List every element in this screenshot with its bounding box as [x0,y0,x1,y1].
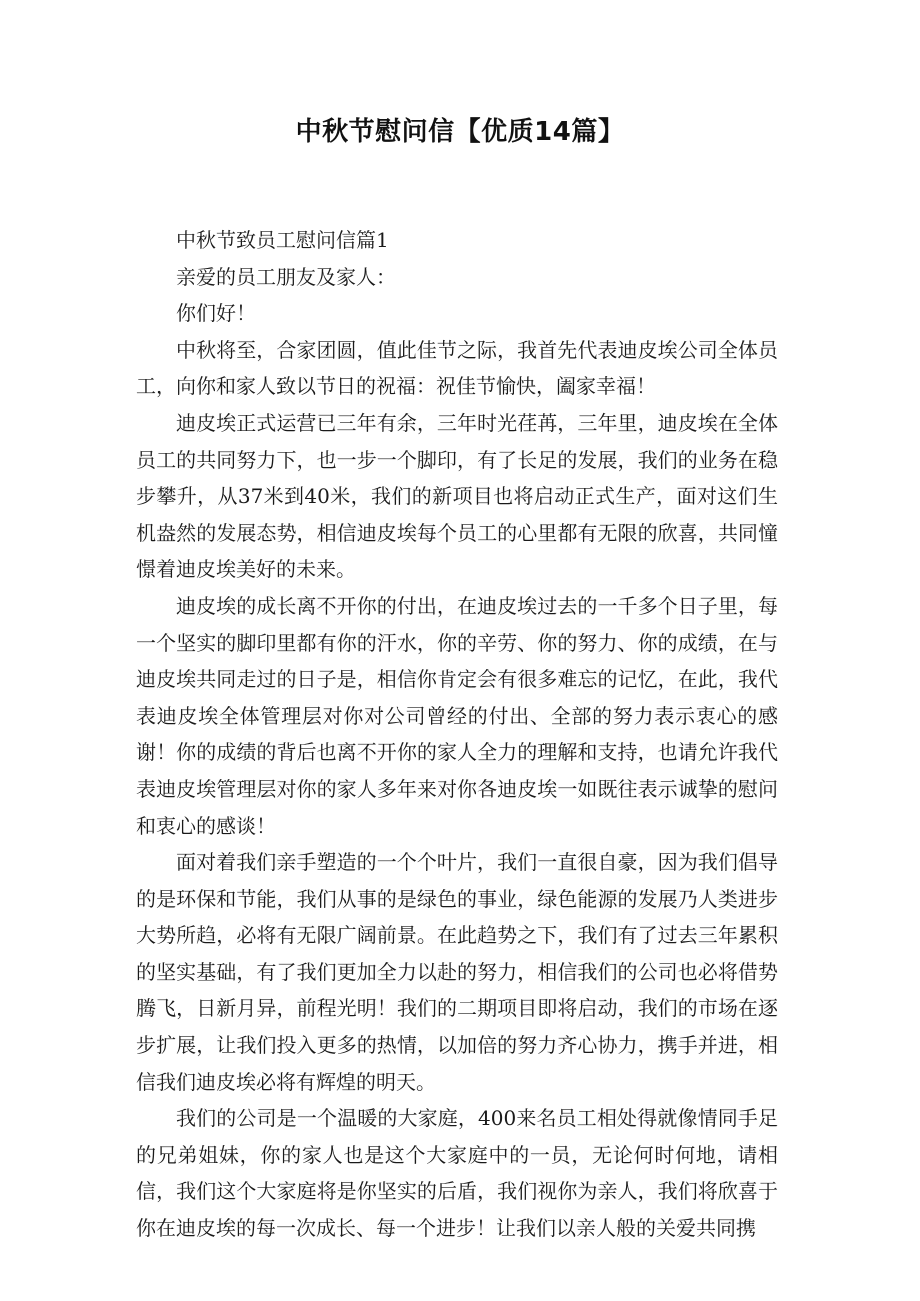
salutation: 亲爱的员工朋友及家人： [176,264,396,289]
greeting: 你们好！ [176,301,256,326]
section-heading: 中秋节致员工慰问信篇1 [176,228,389,252]
body-paragraph-1: 中秋将至，合家团圆，值此佳节之际，我首先代表迪皮埃公司全体员工，向你和家人致以节日的祝福：祝佳节愉快，阖家幸福！ [136,337,778,399]
body-paragraph-2: 迪皮埃正式运营已三年有余，三年时光荏苒，三年里，迪皮埃在全体员工的共同努力下，也一步一个脚印，有了长足的发展，我们的业务在稳步攀升，从37米到40米，我们的新项目也将启动正式生产，面对这们生机盎然的发展态势，相信迪皮埃每个员工的心里都有无限的欣喜，共同憧憬着迪皮埃美好的未来。 [136,410,778,582]
body-paragraph-5: 我们的公司是一个温暖的大家庭，400来名员工相处得就像情同手足的兄弟姐妹，你的家人也是这个大家庭中的一员，无论何时何地，请相信，我们这个大家庭将是你坚实的后盾，我们视你为亲人，我们将欣喜于你在迪皮埃的每一次成长、每一个进步！让我们以亲人般的关爱共同携 [136,1106,778,1241]
document-title: 中秋节慰问信【优质14篇】 [295,117,625,147]
body-paragraph-4: 面对着我们亲手塑造的一个个叶片，我们一直很自豪，因为我们倡导的是环保和节能，我们从事的是绿色的事业，绿色能源的发展乃人类进步大势所趋，必将有无限广阔前景。在此趋势之下，我们有了过去三年累积的坚实基础，有了我们更加全力以赴的努力，相信我们的公司也必将借势腾飞，日新月异，前程光明！我们的二期项目即将启动，我们的市场在逐步扩展，让我们投入更多的热情，以加倍的努力齐心协力，携手并进，相信我们迪皮埃必将有辉煌的明天。 [136,850,778,1094]
document-body [136,222,778,1247]
body-paragraph-3: 迪皮埃的成长离不开你的付出，在迪皮埃过去的一千多个日子里，每一个坚实的脚印里都有你的汗水，你的辛劳、你的努力、你的成绩，在与迪皮埃共同走过的日子是，相信你肯定会有很多难忘的记忆，在此，我代表迪皮埃全体管理层对你对公司曾经的付出、全部的努力表示衷心的感谢！你的成绩的背后也离不开你的家人全力的理解和支持，也请允许我代表迪皮埃管理层对你的家人多年来对你各迪皮埃一如既往表示诚挚的慰问和衷心的感谈！ [136,593,778,838]
